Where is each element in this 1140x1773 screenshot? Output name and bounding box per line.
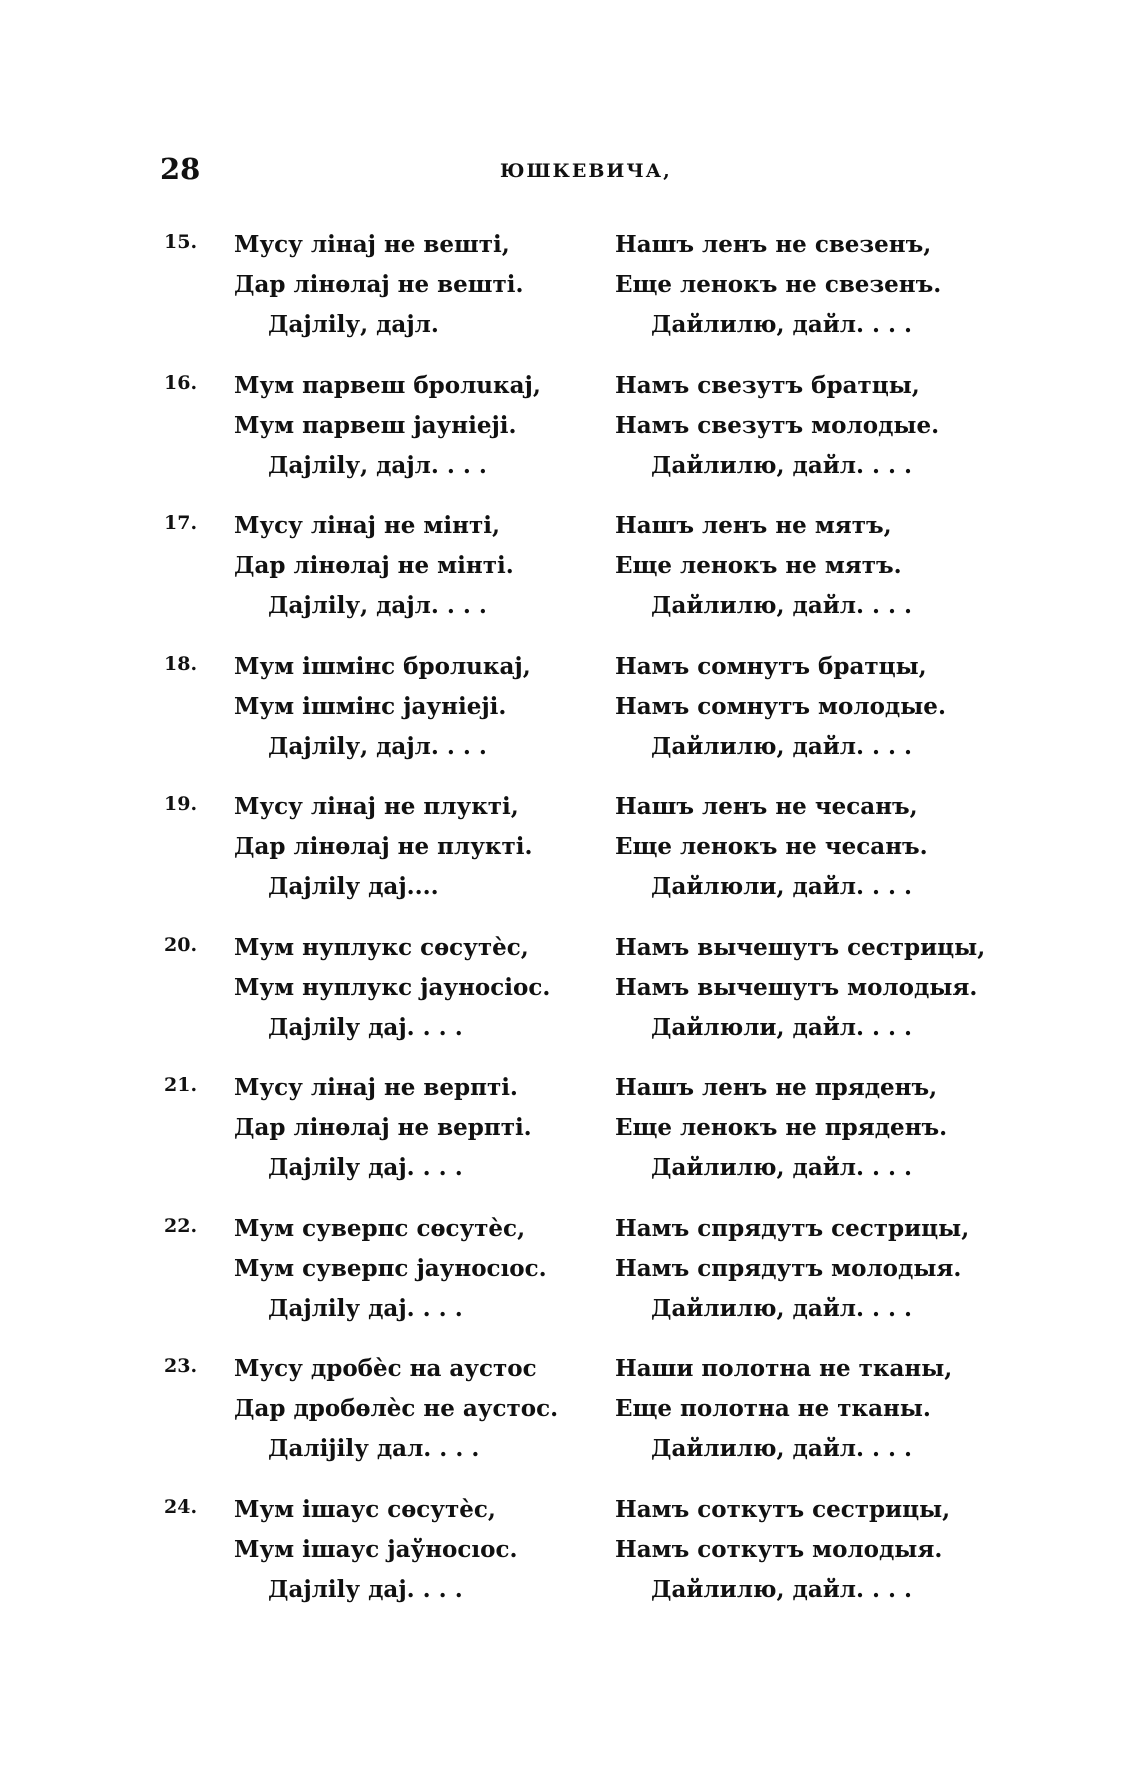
- verse-line: Еще ленокъ не пряденъ.: [615, 1114, 948, 1141]
- stanza-number: 24.: [164, 1495, 198, 1518]
- original-text-column: [234, 506, 574, 626]
- translation-column: [615, 225, 985, 345]
- original-text-column: [234, 1068, 574, 1188]
- refrain-line: Даліјіlу дал. . . .: [268, 1435, 480, 1462]
- refrain-line: Дајліlу, дајл. . . .: [268, 451, 487, 479]
- refrain-line: Дайлилю, дайл. . . .: [651, 1435, 913, 1462]
- refrain-line: Дајліlу дај. . . .: [268, 1154, 463, 1181]
- verse-line: Мум суверпс сѳсутѐс,: [234, 1214, 526, 1242]
- verse-line: Намъ соткутъ молодыя.: [615, 1535, 943, 1563]
- verse-line: Наши полотна не тканы,: [615, 1355, 953, 1382]
- translation-column: [615, 647, 985, 767]
- verse-line: Нашъ ленъ не пряденъ,: [615, 1074, 938, 1101]
- verse-line: Еще ленокъ не свезенъ.: [615, 271, 942, 298]
- verse-line: Мум суверпс јауносıос.: [234, 1254, 547, 1282]
- stanza: [160, 366, 980, 507]
- verse-line: Намъ вычешутъ молодыя.: [615, 973, 978, 1001]
- verse-line: Намъ спрядутъ молодыя.: [615, 1254, 962, 1282]
- translation-column: [615, 366, 985, 486]
- translation-column: [615, 1209, 985, 1329]
- verse-line: Мусу лінај не плукті,: [234, 793, 519, 820]
- verse-line: Мусу дробѐс на аустос: [234, 1355, 537, 1382]
- verse-line: Дар дробѳлѐс не аустос.: [234, 1395, 559, 1422]
- verse-line: Намъ соткутъ сестрицы,: [615, 1495, 951, 1523]
- stanza-number: 17.: [164, 512, 198, 534]
- page-number: 28: [160, 152, 201, 186]
- translation-column: [615, 1490, 985, 1610]
- verse-line: Нашъ ленъ не мятъ,: [615, 512, 892, 539]
- stanza: [160, 225, 980, 366]
- stanza: [160, 1349, 980, 1490]
- original-text-column: [234, 225, 574, 345]
- verse-line: Мум парвеш јауніејі.: [234, 411, 517, 439]
- refrain-line: Дайлилю, дайл. . . .: [651, 732, 913, 760]
- stanza-number: 23.: [164, 1355, 198, 1377]
- verse-line: Нашъ ленъ не свезенъ,: [615, 231, 932, 258]
- original-text-column: [234, 366, 574, 486]
- verse-line: Мум ішмінс јауніејі.: [234, 692, 507, 720]
- verse-line: Дар лінѳлај не плукті.: [234, 833, 533, 860]
- refrain-line: Дайлилю, дайл. . . .: [651, 1575, 913, 1603]
- page-header: [160, 152, 980, 192]
- verse-line: Мум парвеш бролuкај,: [234, 371, 541, 399]
- original-text-column: [234, 1490, 574, 1610]
- refrain-line: Дајліlу, дајл. . . .: [268, 732, 487, 760]
- refrain-line: Дајліlу дај. . . .: [268, 1294, 463, 1322]
- refrain-line: Дайлилю, дайл. . . .: [651, 1154, 913, 1181]
- verse-line: Нашъ ленъ не чесанъ,: [615, 793, 918, 820]
- translation-column: [615, 506, 985, 626]
- verse-line: Еще ленокъ не чесанъ.: [615, 833, 928, 860]
- verse-line: Мусу лінај не вешті,: [234, 231, 510, 258]
- refrain-line: Дајліlу, дајл.: [268, 311, 439, 338]
- original-text-column: [234, 1209, 574, 1329]
- stanza-number: 15.: [164, 231, 198, 253]
- song-stanzas: [160, 225, 986, 1630]
- stanza-number: 19.: [164, 793, 198, 815]
- refrain-line: Дайлюли, дайл. . . .: [651, 873, 913, 900]
- refrain-line: Дайлилю, дайл. . . .: [651, 311, 913, 338]
- verse-line: Мусу лінај не мінті,: [234, 512, 500, 539]
- translation-column: [615, 787, 985, 907]
- verse-line: Еще полотна не тканы.: [615, 1395, 931, 1422]
- stanza-number: 18.: [164, 652, 198, 675]
- translation-column: [615, 1068, 985, 1188]
- refrain-line: Дајліlу, дајл. . . .: [268, 592, 487, 619]
- translation-column: [615, 928, 985, 1048]
- refrain-line: Дайлилю, дайл. . . .: [651, 1294, 913, 1322]
- verse-line: Намъ свезутъ молодые.: [615, 411, 940, 439]
- verse-line: Дар лінѳлај не мінті.: [234, 552, 514, 579]
- refrain-line: Дайлюли, дайл. . . .: [651, 1013, 913, 1041]
- verse-line: Намъ сомнутъ братцы,: [615, 652, 927, 680]
- stanza: [160, 647, 980, 788]
- verse-line: Мум нуплукс сѳсутѐс,: [234, 933, 529, 961]
- refrain-line: Дайлилю, дайл. . . .: [651, 592, 913, 619]
- verse-line: Мум ішмінс бролuкај,: [234, 652, 531, 680]
- verse-line: Еще ленокъ не мятъ.: [615, 552, 902, 579]
- running-title: ЮШКЕВИЧА,: [500, 160, 672, 182]
- stanza-number: 21.: [164, 1074, 198, 1096]
- refrain-line: Дајліlу дај....: [268, 873, 439, 900]
- stanza-number: 22.: [164, 1214, 198, 1237]
- verse-line: Намъ вычешутъ сестрицы,: [615, 933, 986, 961]
- stanza: [160, 1209, 980, 1350]
- verse-line: Мум ішаус јаўносıос.: [234, 1535, 518, 1563]
- verse-line: Намъ свезутъ братцы,: [615, 371, 920, 399]
- verse-line: Дар лінѳлај не вешті.: [234, 271, 524, 298]
- stanza-number: 20.: [164, 933, 198, 956]
- stanza: [160, 928, 986, 1069]
- verse-line: Дар лінѳлај не верпті.: [234, 1114, 532, 1141]
- verse-line: Мум ішаус сѳсутѐс,: [234, 1495, 496, 1523]
- stanza: [160, 506, 980, 647]
- stanza: [160, 1490, 980, 1631]
- stanza: [160, 787, 980, 928]
- verse-line: Намъ сомнутъ молодые.: [615, 692, 946, 720]
- stanza-number: 16.: [164, 371, 198, 394]
- verse-line: Намъ спрядутъ сестрицы,: [615, 1214, 970, 1242]
- original-text-column: [234, 928, 574, 1048]
- translation-column: [615, 1349, 985, 1469]
- refrain-line: Дајліlу дај. . . .: [268, 1575, 463, 1603]
- original-text-column: [234, 1349, 574, 1469]
- refrain-line: Дајліlу дај. . . .: [268, 1013, 463, 1041]
- original-text-column: [234, 647, 574, 767]
- verse-line: Мум нуплукс јауносіос.: [234, 973, 551, 1001]
- stanza: [160, 1068, 980, 1209]
- refrain-line: Дайлилю, дайл. . . .: [651, 451, 913, 479]
- verse-line: Мусу лінај не верпті.: [234, 1074, 518, 1101]
- original-text-column: [234, 787, 574, 907]
